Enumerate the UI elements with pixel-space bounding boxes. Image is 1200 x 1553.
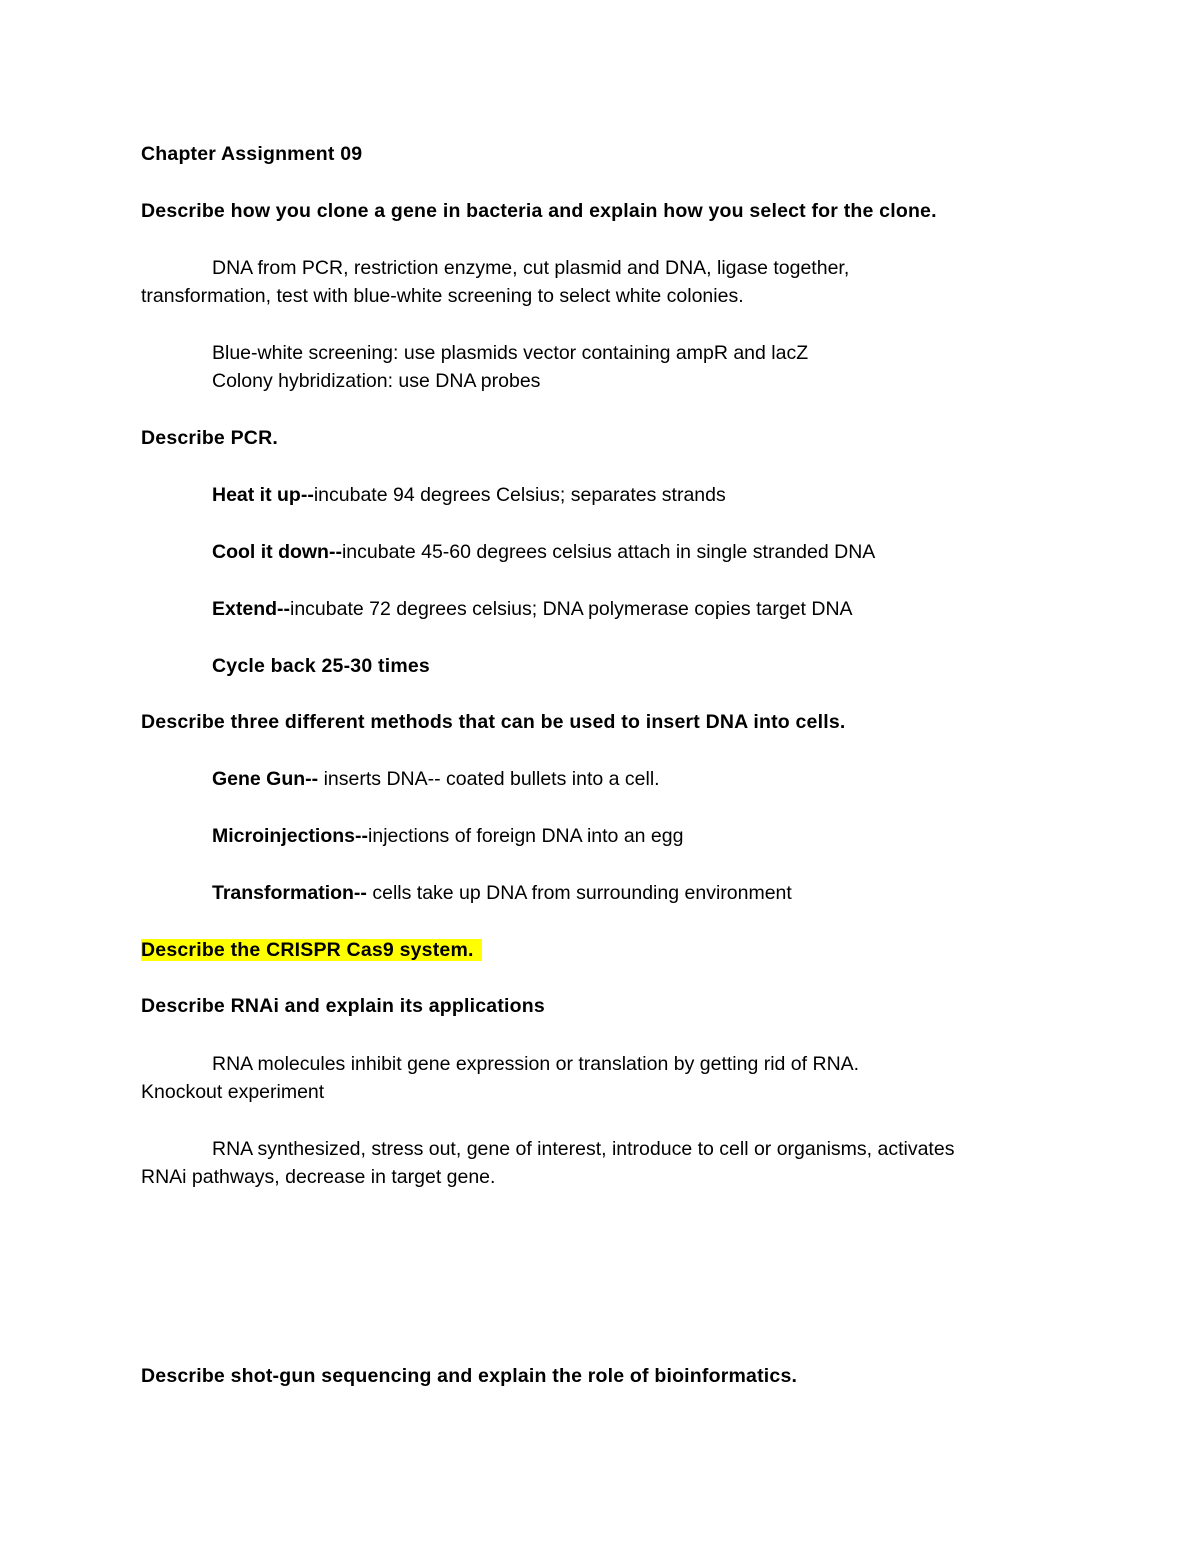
pcr-step-extend [212,595,853,623]
rnai-answer-line-2: Knockout experiment [141,1081,325,1103]
question-cloning: Describe how you clone a gene in bacteria and explain how you select for the clone. [141,200,937,222]
document-title: Chapter Assignment 09 [141,143,363,165]
highlighted-question: Describe the CRISPR Cas9 system. [141,939,482,961]
colony-hybridization-text: Colony hybridization: use DNA probes [212,370,541,392]
method-gene-gun [212,765,660,793]
method-label: Microinjections-- [212,825,369,847]
rnai-process-line-1: RNA synthesized, stress out, gene of interest, introduce to cell or organisms, activates [212,1138,955,1160]
pcr-step-text: incubate 72 degrees celsius; DNA polymerase copies target DNA [290,598,853,620]
pcr-step-cool [212,538,875,566]
rnai-process-line-2: RNAi pathways, decrease in target gene. [141,1166,496,1188]
answer-cloning-line-2: transformation, test with blue-white screening to select white colonies. [141,285,744,307]
method-label: Transformation-- [212,882,367,904]
method-text: cells take up DNA from surrounding environment [366,882,792,904]
method-text: inserts DNA-- coated bullets into a cell. [318,768,660,790]
question-rnai: Describe RNAi and explain its applications [141,995,545,1017]
question-insert-dna: Describe three different methods that can be used to insert DNA into cells. [141,711,846,733]
method-text: injections of foreign DNA into an egg [368,825,684,847]
question-shotgun-sequencing: Describe shot-gun sequencing and explain the role of bioinformatics. [141,1365,798,1387]
pcr-step-label: Cool it down-- [212,541,342,563]
method-transformation [212,879,792,907]
pcr-step-label: Extend-- [212,598,290,620]
answer-cloning-line-1: DNA from PCR, restriction enzyme, cut plasmid and DNA, ligase together, [212,257,850,279]
pcr-step-text: incubate 45-60 degrees celsius attach in single stranded DNA [341,541,876,563]
blue-white-screening-text: Blue-white screening: use plasmids vector containing ampR and lacZ [212,342,809,364]
rnai-answer-line-1: RNA molecules inhibit gene expression or translation by getting rid of RNA. [212,1053,860,1075]
question-crispr [141,936,482,964]
method-label: Gene Gun-- [212,768,319,790]
pcr-step-text: incubate 94 degrees Celsius; separates strands [313,484,726,506]
pcr-step-heat [212,481,726,509]
question-pcr: Describe PCR. [141,427,278,449]
pcr-step-label: Heat it up-- [212,484,314,506]
method-microinjections [212,822,683,850]
pcr-cycle-text: Cycle back 25-30 times [212,655,430,677]
